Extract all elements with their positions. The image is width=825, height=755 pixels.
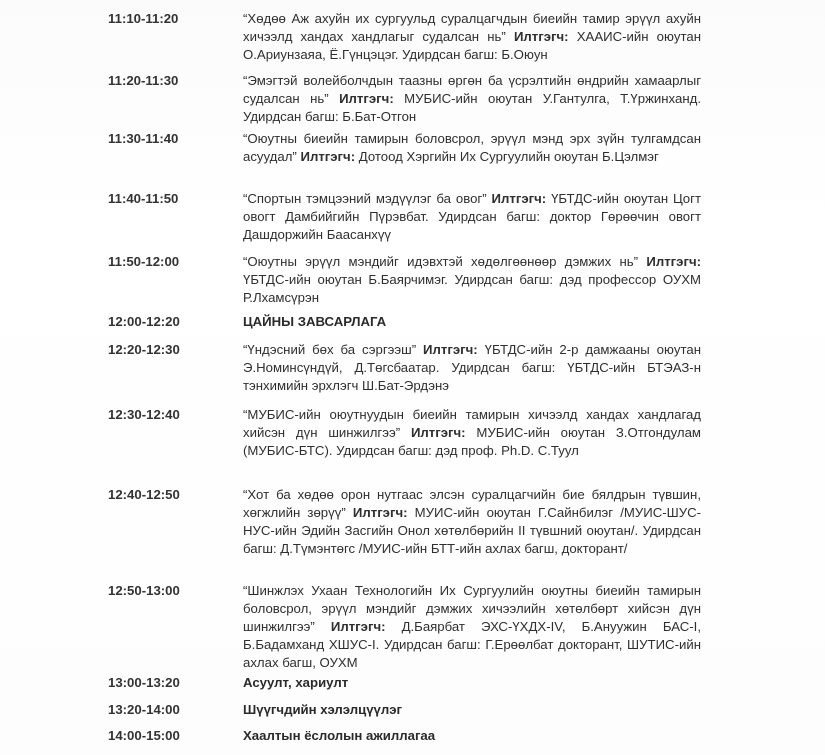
talk-description	[243, 10, 701, 64]
talk-title: “Шинжлэх Ухаан Технологийн Их Сургуулийн оюутны биеийн тамирын боловсрол, эрүүл мэндийг дэмжих хичээлийн хөтөлбөрт хийсэн дүн шинжилгээ”	[243, 583, 701, 634]
presenter-text: МУИС-ийн оюутан Г.Сайнбилэг /МУИС-ШУС-НУС-ийн Эдийн Засгийн Онол хөтөлбөрийн II түвшний оюутан/. Удирдсан багш: Д.Түмэнтөгс /МУИС-ийн БТТ-ийн ахлах багш, докторант/	[243, 505, 702, 556]
time-slot: 12:00-12:20	[108, 314, 180, 329]
talk-description	[243, 406, 701, 460]
time-slot: 12:40-12:50	[108, 487, 180, 502]
time-slot: 13:00-13:20	[108, 675, 180, 690]
talk-title: “Спортын тэмцээний мэдүүлэг ба овог”	[243, 191, 487, 206]
presenter-text: Д.Баярбат ЭХС-ҮХДХ-IV, Б.Ануужин БАС-I, Б.Бадамханд ХШУС-I. Удирдсан багш: Г.Ерөөлбат докторант, ШУТИС-ийн ахлах багш, ОУХМ	[243, 619, 701, 670]
time-slot: 12:20-12:30	[108, 342, 180, 357]
talk-description	[243, 190, 701, 244]
time-slot: 13:20-14:00	[108, 702, 180, 717]
talk-description	[243, 486, 701, 558]
presenter-text: ҮБТДС-ийн оюутан Цогт овогт Дамбийгийн Пүрэвбат. Удирдсан багш: доктор Гөрөөчин овогт Дашдоржийн Баасанхүү	[243, 191, 701, 242]
talk-description	[243, 72, 701, 126]
talk-title: “Хот ба хөдөө орон нутгаас элсэн суралцагчийн бие бялдрын түвшин, хөгжлийн зөрүү”	[243, 487, 701, 520]
presenter-label: Илтгэгч:	[352, 505, 408, 520]
session-heading: Асуулт, хариулт	[243, 675, 349, 690]
presenter-label: Илтгэгч:	[423, 342, 478, 357]
presenter-label: Илтгэгч:	[646, 254, 701, 269]
talk-title: “Үндэсний бөх ба сэргээш”	[243, 342, 417, 357]
presenter-text: ХААИС-ийн оюутан О.Ариунзаяа, Ё.Гүнцэцэг. Удирдсан багш: Б.Оюун	[243, 29, 702, 62]
presenter-text: МУБИС-ийн оюутан З.Отгондулам (МУБИС-БТС). Удирдсан багш: дэд проф. Ph.D. С.Туул	[243, 425, 701, 458]
talk-description	[243, 130, 701, 166]
time-slot: 11:20-11:30	[108, 73, 179, 88]
time-slot: 14:00-15:00	[108, 728, 180, 743]
time-slot: 11:40-11:50	[108, 191, 179, 206]
presenter-text: ҮБТДС-ийн оюутан Б.Баярчимэг. Удирдсан багш: дэд профессор ОУХМ Р.Лхамсүрэн	[243, 272, 701, 305]
presenter-text: МУБИС-ийн оюутан У.Гантулга, Т.Үржинханд. Удирдсан багш: Б.Бат-Отгон	[243, 91, 701, 124]
talk-description	[243, 253, 701, 307]
talk-title: “МУБИС-ийн оюутнуудын биеийн тамирын хичээлд хандах хандлагад хийсэн дүн шинжилгээ”	[243, 407, 701, 440]
talk-description	[243, 341, 701, 395]
time-slot: 12:30-12:40	[108, 407, 180, 422]
presenter-label: Илтгэгч:	[491, 191, 547, 206]
presenter-label: Илтгэгч:	[513, 29, 569, 44]
time-slot: 11:10-11:20	[108, 11, 179, 26]
talk-title: “Хөдөө Аж ахуйн их сургуульд суралцагчдын биеийн тамир эрүүл ахуйн хичээлд хандах хандлагыг судалсан нь”	[243, 11, 701, 44]
presenter-label: Илтгэгч:	[410, 425, 466, 440]
session-heading: ЦАЙНЫ ЗАВСАРЛАГА	[243, 314, 387, 329]
presenter-text: ҮБТДС-ийн 2-р дамжааны оюутан Э.Номинсүндүй, Д.Төгсбаатар. Удирдсан багш: ҮБТДС-ийн БТЭАЗ-н тэнхимийн эрхлэгч Ш.Бат-Эрдэнэ	[243, 342, 702, 393]
time-slot: 11:50-12:00	[108, 254, 180, 269]
session-heading: Хаалтын ёслолын ажиллагаа	[243, 728, 436, 743]
presenter-label: Илтгэгч:	[300, 149, 356, 164]
presenter-label: Илтгэгч:	[339, 91, 394, 106]
talk-title: “Оюутны биеийн тамирын боловсрол, эрүүл мэнд эрх зүйн тулгамдсан асуудал”	[243, 131, 701, 164]
session-heading: Шүүгчдийн хэлэлцүүлэг	[243, 702, 403, 717]
presenter-text: Дотоод Хэргийн Их Сургуулийн оюутан Б.Цэлмэг	[358, 149, 659, 164]
time-slot: 12:50-13:00	[108, 583, 180, 598]
talk-title: “Оюутны эрүүл мэндийг идэвхтэй хөдөлгөөнөөр дэмжих нь”	[243, 254, 639, 269]
presenter-label: Илтгэгч:	[330, 619, 386, 634]
talk-title: “Эмэгтэй волейболчдын таазны өргөн ба үсрэлтийн өндрийн хамаарлыг судалсан нь”	[243, 73, 701, 106]
talk-description	[243, 582, 701, 672]
time-slot: 11:30-11:40	[108, 131, 179, 146]
